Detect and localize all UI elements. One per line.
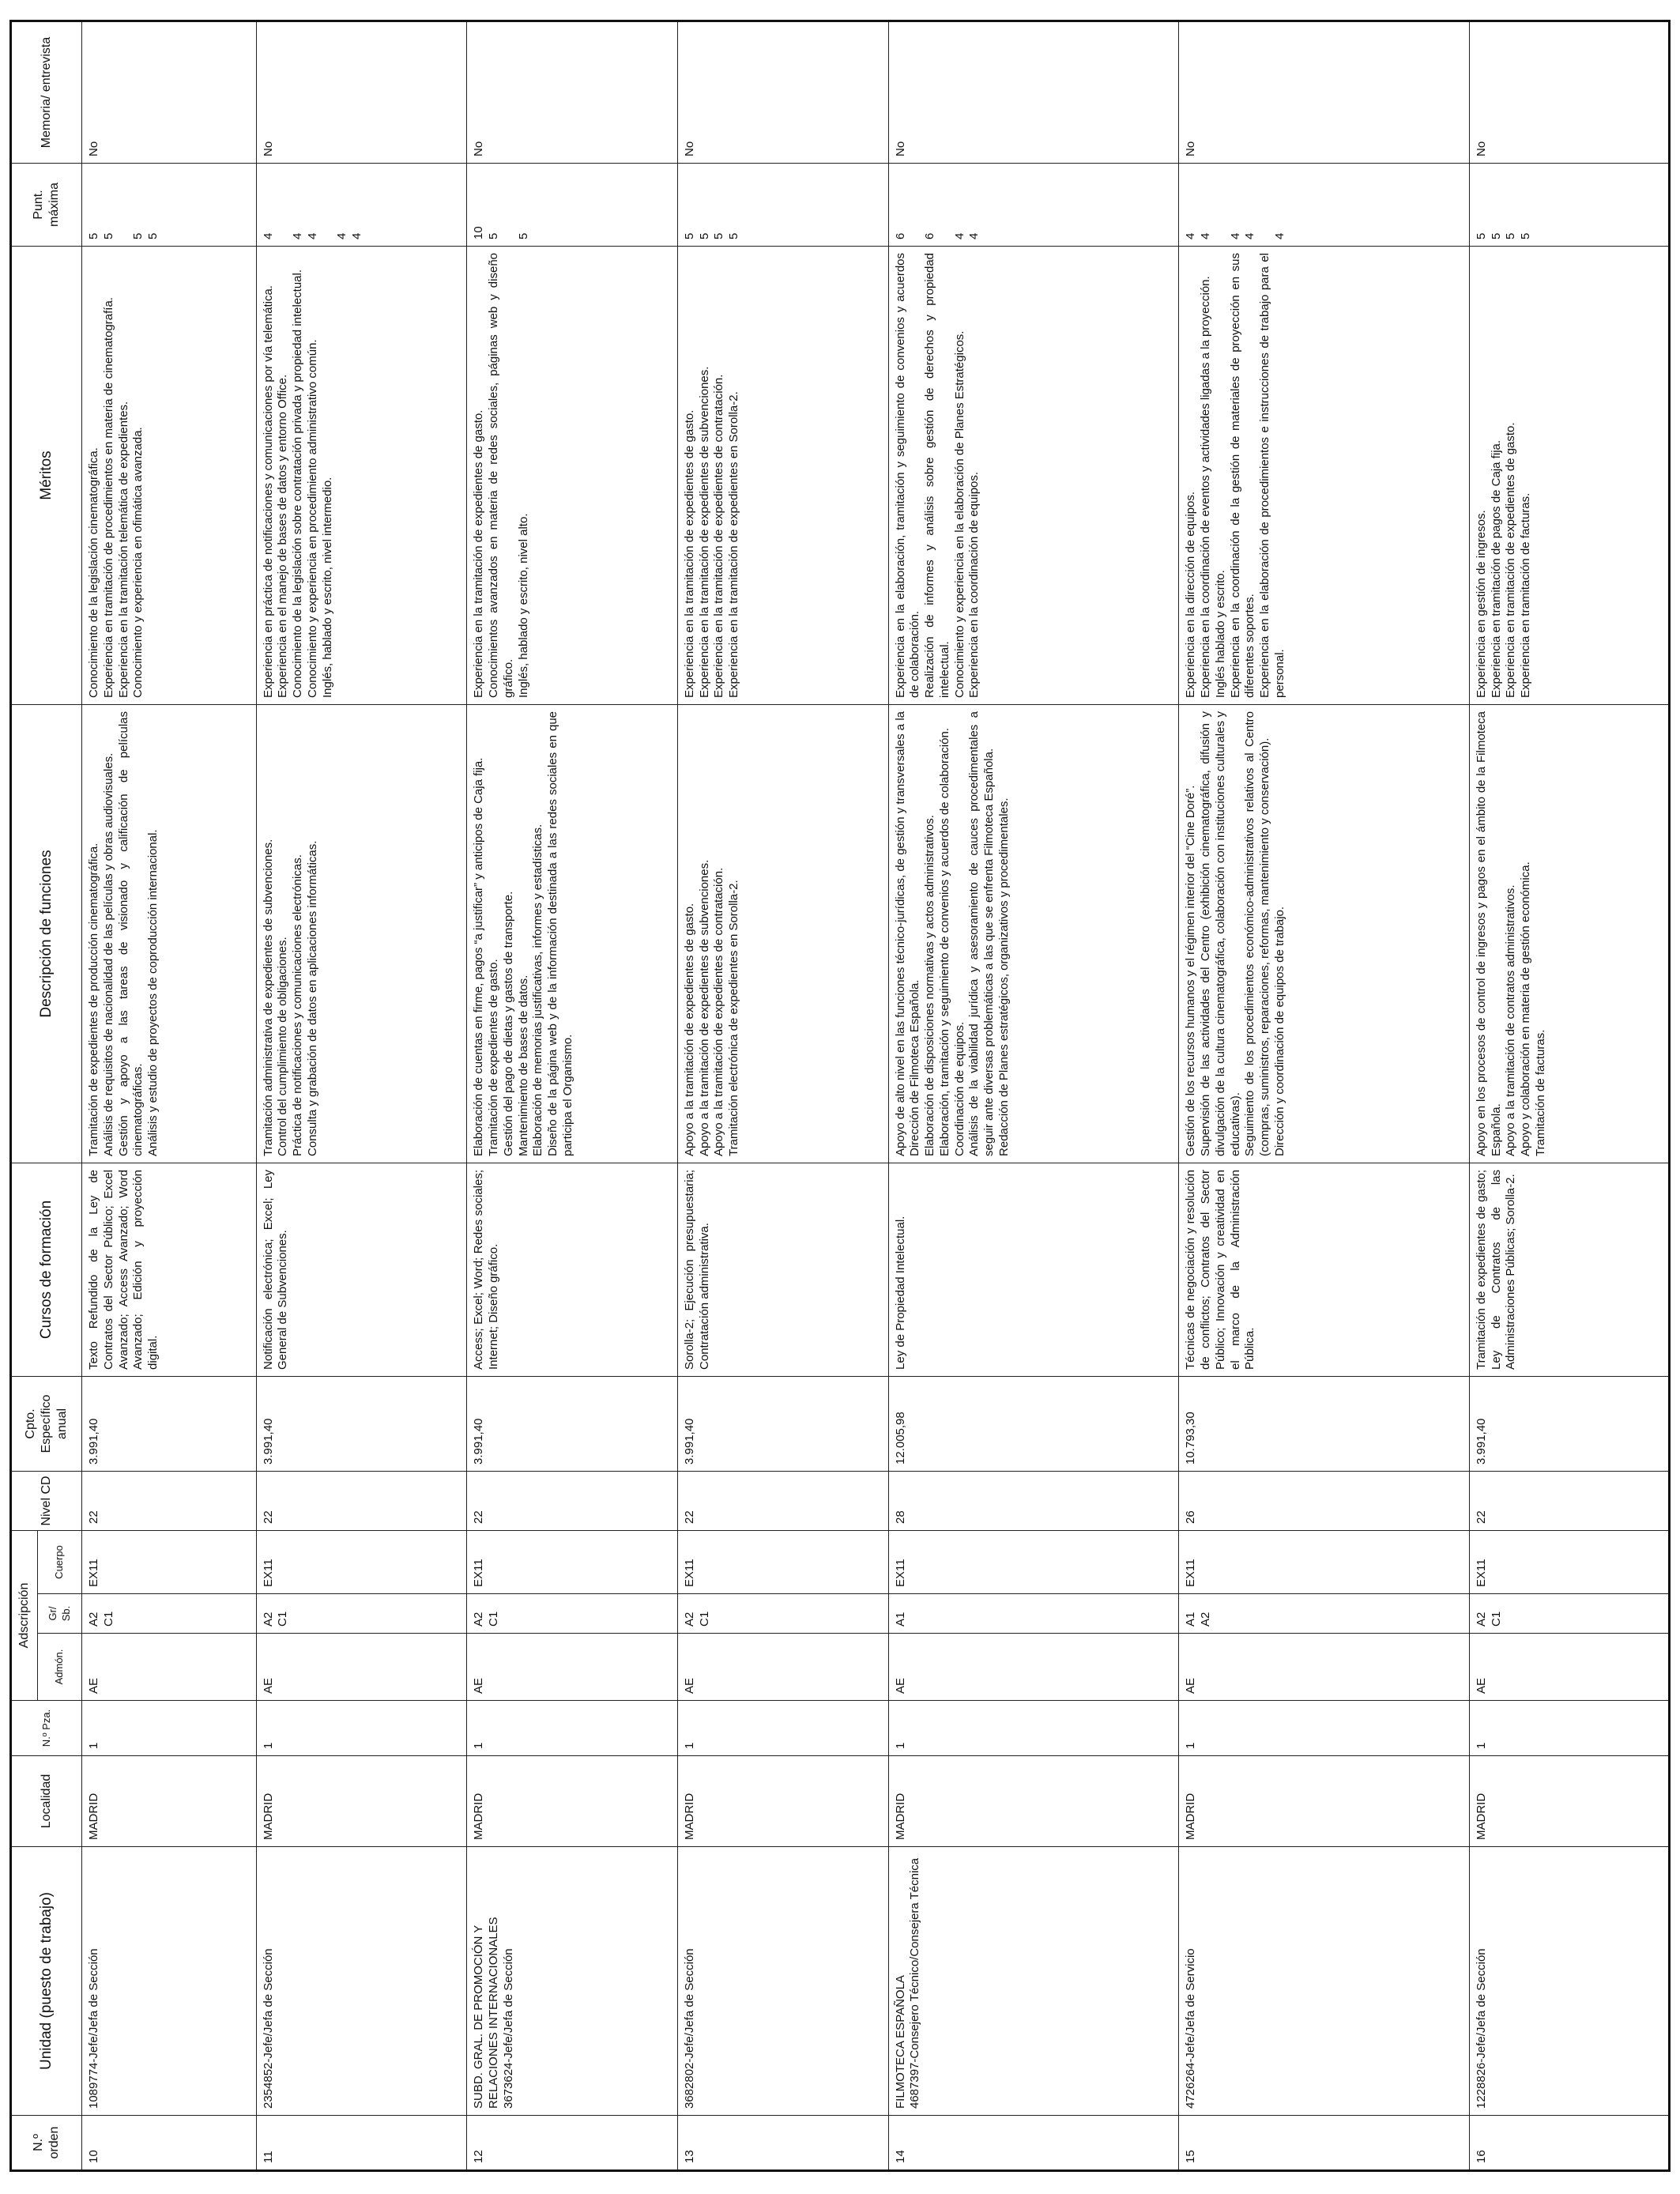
cell-unidad: FILMOTECA ESPAÑOLA 4687397-Consejero Técnico/Consejera Técnica	[888, 1847, 1179, 2116]
cell-memoria: No	[1469, 21, 1669, 163]
cell-punt: 5 5 5 5	[1469, 163, 1669, 246]
cell-punt: 4 4 4 4 4	[256, 163, 467, 246]
cell-grsb: A1 A2	[1179, 1594, 1470, 1634]
cell-unidad: SUBD. GRAL. DE PROMOCIÓN Y RELACIONES INTERNACIONALES 3673624-Jefe/Jefa de Sección	[467, 1847, 678, 2116]
cell-grsb: A2 C1	[1469, 1594, 1669, 1634]
cell-grsb: A2 C1	[82, 1594, 257, 1634]
cell-orden: 14	[888, 2116, 1179, 2171]
cell-cursos: Ley de Propiedad Intelectual.	[888, 1163, 1179, 1376]
cell-meritos: Experiencia en la tramitación de expedientes de gasto. Experiencia en la tramitación de expedientes de subvenciones. Experiencia en la tramitación de expedientes de contratación. Experiencia en la tramitación de expedientes en Sorolla-2.	[677, 246, 888, 704]
cell-unidad: 3682802-Jefe/Jefa de Sección	[677, 1847, 888, 2116]
cell-localidad: MADRID	[1179, 1756, 1470, 1847]
cell-punt: 5 5 5 5	[677, 163, 888, 246]
cell-cuerpo: EX11	[256, 1530, 467, 1593]
cell-cpto: 3.991,40	[256, 1376, 467, 1471]
header-meritos: Méritos	[11, 246, 82, 704]
cell-pza: 1	[82, 1701, 257, 1756]
cell-localidad: MADRID	[1469, 1756, 1669, 1847]
cell-grsb: A2 C1	[467, 1594, 678, 1634]
cell-orden: 10	[82, 2116, 257, 2171]
table-body	[82, 21, 1670, 2170]
cell-pza: 1	[888, 1701, 1179, 1756]
cell-nivel: 28	[888, 1471, 1179, 1530]
cell-memoria: No	[467, 21, 678, 163]
header-orden: N.º orden	[11, 2116, 82, 2171]
job-positions-table	[9, 20, 1671, 2172]
cell-punt: 5 5 5 5	[82, 163, 257, 246]
header-cpto: Cpto. Específico anual	[11, 1376, 82, 1471]
cell-meritos: Experiencia en gestión de ingresos. Experiencia en tramitación de pagos de Caja fija. Experiencia en tramitación de expedientes de gasto. Experiencia en tramitación de facturas.	[1469, 246, 1669, 704]
cell-meritos: Experiencia en la tramitación de expedientes de gasto. Conocimientos avanzados en materia de redes sociales, páginas web y diseño gráfico. Inglés, hablado y escrito, nivel alto.	[467, 246, 678, 704]
table-row	[82, 21, 257, 2170]
cell-memoria: No	[677, 21, 888, 163]
cell-descripcion: Tramitación administrativa de expedientes de subvenciones. Control del cumplimiento de obligaciones. Práctica de notificaciones y comunicaciones electrónicas. Consulta y grabación de datos en aplicaciones informáticas.	[256, 704, 467, 1163]
header-cursos: Cursos de formación	[11, 1163, 82, 1376]
cell-cuerpo: EX11	[888, 1530, 1179, 1593]
header-adscripcion: Adscripción	[11, 1530, 38, 1700]
cell-nivel: 22	[1469, 1471, 1669, 1530]
cell-localidad: MADRID	[82, 1756, 257, 1847]
cell-cuerpo: EX11	[677, 1530, 888, 1593]
cell-nivel: 22	[467, 1471, 678, 1530]
cell-nivel: 22	[677, 1471, 888, 1530]
cell-admon: AE	[677, 1634, 888, 1701]
cell-cursos: Tramitación de expedientes de gasto; Ley de Contratos de las Administraciones Públicas; Sorolla-2.	[1469, 1163, 1669, 1376]
header-nivel: Nivel CD	[11, 1471, 82, 1530]
cell-pza: 1	[467, 1701, 678, 1756]
header-admon: Admón.	[38, 1634, 82, 1701]
cell-orden: 12	[467, 2116, 678, 2171]
cell-unidad: 4726264-Jefe/Jefa de Servicio	[1179, 1847, 1470, 2116]
cell-memoria: No	[888, 21, 1179, 163]
cell-nivel: 22	[256, 1471, 467, 1530]
cell-localidad: MADRID	[677, 1756, 888, 1847]
cell-descripcion: Tramitación de expedientes de producción cinematográfica. Análisis de requisitos de nacionalidad de las películas y obras audiovisuales. Gestión y apoyo a las tareas de visionado y calificación de películas cinematográficas. Análisis y estudio de proyectos de coproducción internacional.	[82, 704, 257, 1163]
cell-grsb: A2 C1	[256, 1594, 467, 1634]
cell-cuerpo: EX11	[1469, 1530, 1669, 1593]
cell-cursos: Access; Excel; Word; Redes sociales; Internet; Diseño gráfico.	[467, 1163, 678, 1376]
header-unidad: Unidad (puesto de trabajo)	[11, 1847, 82, 2116]
cell-cpto: 3.991,40	[1469, 1376, 1669, 1471]
cell-orden: 11	[256, 2116, 467, 2171]
cell-memoria: No	[82, 21, 257, 163]
cell-pza: 1	[1469, 1701, 1669, 1756]
cell-admon: AE	[256, 1634, 467, 1701]
cell-punt: 6 6 4 4	[888, 163, 1179, 246]
table-header	[11, 21, 82, 2170]
table-row	[888, 21, 1179, 2170]
cell-cursos: Texto Refundido de la Ley de Contratos del Sector Público; Excel Avanzado; Access Avanzado; Word Avanzado; Edición y proyección digital.	[82, 1163, 257, 1376]
cell-descripcion: Apoyo de alto nivel en las funciones técnico-jurídicas, de gestión y transversales a la Dirección de Filmoteca Española. Elaboración de disposiciones normativas y actos administrativos. Elaboración, tramitación y seguimiento de convenios y acuerdos de colaboración. Coordinación de equipos. Análisis de la viabilidad jurídica y asesoramiento de cauces procedimentales a seguir ante diversas problemáticas a las que se enfrenta Filmoteca Española. Redacción de Planes estratégicos, organizativos y procedimentales.	[888, 704, 1179, 1163]
cell-meritos: Experiencia en la elaboración, tramitación y seguimiento de convenios y acuerdos de colaboración. Realización de informes y análisis sobre gestión de derechos y propiedad intelectual. Conocimiento y experiencia en la elaboración de Planes Estratégicos. Experiencia en la coordinación de equipos.	[888, 246, 1179, 704]
cell-descripcion: Gestión de los recursos humanos y el régimen interior del “Cine Doré”. Supervisión de las actividades del Centro (exhibición cinematográfica, difusión y divulgación de la cultura cinematográfica, colaboración con instituciones culturales y educativas). Seguimiento de los procedimientos económico-administrativos relativos al Centro (compras, suministros, reparaciones, reformas, mantenimiento y conservación). Dirección y coordinación de equipos de trabajo.	[1179, 704, 1470, 1163]
cell-cursos: Técnicas de negociación y resolución de conflictos; Contratos del Sector Público; Innovación y creatividad en el marco de la Administración Pública.	[1179, 1163, 1470, 1376]
table-row	[677, 21, 888, 2170]
cell-cursos: Notificación electrónica; Excel; Ley General de Subvenciones.	[256, 1163, 467, 1376]
header-pza: N.º Pza.	[11, 1701, 82, 1756]
cell-meritos: Experiencia en la dirección de equipos. Experiencia en la coordinación de eventos y actividades ligadas a la proyección. Inglés hablado y escrito. Experiencia en la coordinación de la gestión de materiales de proyección en sus diferentes soportes. Experiencia en la elaboración de procedimientos e instrucciones de trabajo para el personal.	[1179, 246, 1470, 704]
cell-orden: 15	[1179, 2116, 1470, 2171]
header-punt: Punt. máxima	[11, 163, 82, 246]
cell-orden: 16	[1469, 2116, 1669, 2171]
header-descripcion: Descripción de funciones	[11, 704, 82, 1163]
cell-meritos: Experiencia en práctica de notificaciones y comunicaciones por vía telemática. Experiencia en el manejo de bases de datos y entorno Office. Conocimiento de la legislación sobre contratación privada y propiedad intelectual. Conocimiento y experiencia en procedimiento administrativo común. Inglés, hablado y escrito, nivel intermedio.	[256, 246, 467, 704]
cell-cursos: Sorolla-2; Ejecución presupuestaria; Contratación administrativa.	[677, 1163, 888, 1376]
cell-punt: 10 5 5	[467, 163, 678, 246]
cell-cpto: 3.991,40	[677, 1376, 888, 1471]
header-cuerpo: Cuerpo	[38, 1530, 82, 1593]
cell-cpto: 10.793,30	[1179, 1376, 1470, 1471]
cell-meritos: Conocimiento de la legislación cinematográfica. Experiencia en tramitación de procedimientos en materia de cinematografía. Experiencia en la tramitación telemática de expedientes. Conocimiento y experiencia en ofimática avanzada.	[82, 246, 257, 704]
cell-cpto: 12.005,98	[888, 1376, 1179, 1471]
table-row	[256, 21, 467, 2170]
cell-nivel: 22	[82, 1471, 257, 1530]
cell-cpto: 3.991,40	[467, 1376, 678, 1471]
header-memoria: Memoria/ entrevista	[11, 21, 82, 163]
cell-cuerpo: EX11	[1179, 1530, 1470, 1593]
cell-descripcion: Apoyo en los procesos de control de ingresos y pagos en el ámbito de la Filmoteca Española. Apoyo a la tramitación de contratos administrativos. Apoyo y colaboración en materia de gestión económica. Tramitación de facturas.	[1469, 704, 1669, 1163]
cell-localidad: MADRID	[467, 1756, 678, 1847]
cell-unidad: 1089774-Jefe/Jefa de Sección	[82, 1847, 257, 2116]
table-row	[1179, 21, 1470, 2170]
cell-cuerpo: EX11	[467, 1530, 678, 1593]
table-row	[467, 21, 678, 2170]
cell-memoria: No	[1179, 21, 1470, 163]
cell-pza: 1	[677, 1701, 888, 1756]
header-localidad: Localidad	[11, 1756, 82, 1847]
cell-grsb: A1	[888, 1594, 1179, 1634]
cell-cuerpo: EX11	[82, 1530, 257, 1593]
cell-grsb: A2 C1	[677, 1594, 888, 1634]
cell-nivel: 26	[1179, 1471, 1470, 1530]
cell-localidad: MADRID	[888, 1756, 1179, 1847]
cell-pza: 1	[256, 1701, 467, 1756]
cell-pza: 1	[1179, 1701, 1470, 1756]
cell-admon: AE	[82, 1634, 257, 1701]
cell-orden: 13	[677, 2116, 888, 2171]
cell-memoria: No	[256, 21, 467, 163]
cell-admon: AE	[467, 1634, 678, 1701]
table-row	[1469, 21, 1669, 2170]
cell-admon: AE	[1179, 1634, 1470, 1701]
cell-descripcion: Elaboración de cuentas en firme, pagos “a justificar” y anticipos de Caja fija. Tramitación de expedientes de gasto. Gestión del pago de dietas y gastos de transporte. Mantenimiento de bases de datos. Elaboración de memorias justificativas, informes y estadísticas. Diseño de la página web y de la información destinada a las redes sociales en que participa el Organismo.	[467, 704, 678, 1163]
cell-localidad: MADRID	[256, 1756, 467, 1847]
cell-unidad: 1228826-Jefe/Jefa de Sección	[1469, 1847, 1669, 2116]
cell-descripcion: Apoyo a la tramitación de expedientes de gasto. Apoyo a la tramitación de expedientes de subvenciones. Apoyo a la tramitación de expedientes de contratación. Tramitación electrónica de expedientes en Sorolla-2.	[677, 704, 888, 1163]
cell-punt: 4 4 4 4 4	[1179, 163, 1470, 246]
header-grsb: Gr/ Sb.	[38, 1594, 82, 1634]
cell-unidad: 2354852-Jefe/Jefa de Sección	[256, 1847, 467, 2116]
cell-cpto: 3.991,40	[82, 1376, 257, 1471]
cell-admon: AE	[888, 1634, 1179, 1701]
cell-admon: AE	[1469, 1634, 1669, 1701]
